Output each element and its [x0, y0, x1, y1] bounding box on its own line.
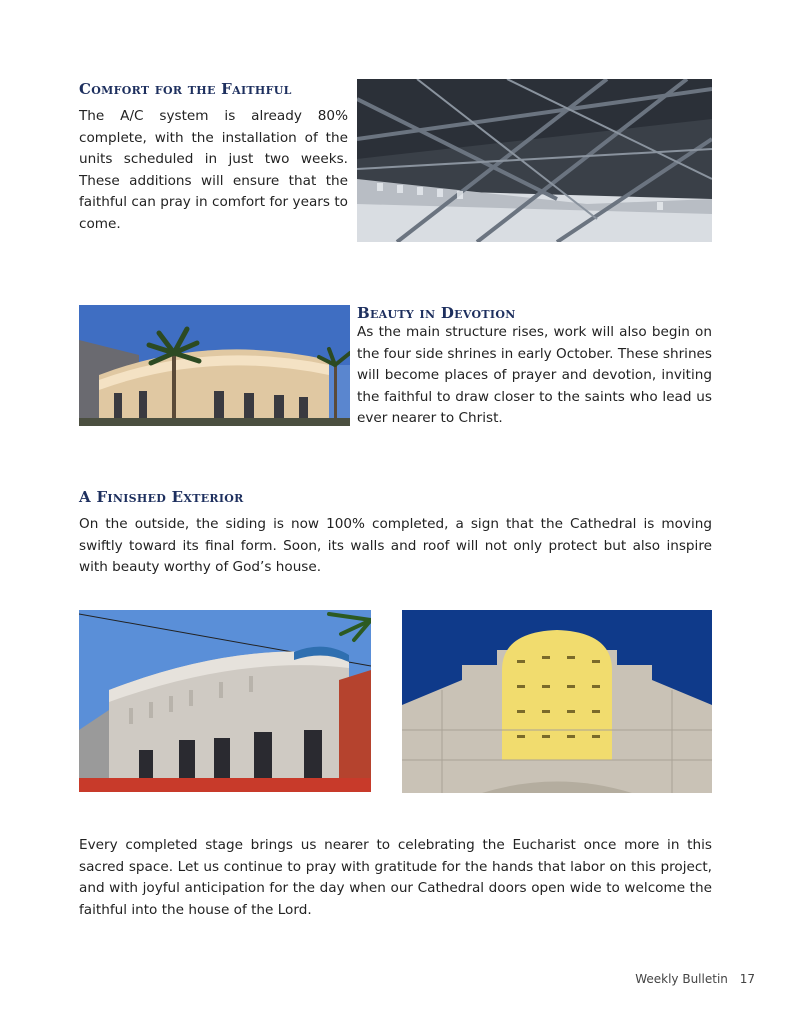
section-heading-exterior: A Finished Exterior [79, 488, 244, 506]
section-heading-comfort: Comfort for the Faithful [79, 80, 292, 98]
photo-cathedral-palms [79, 305, 350, 426]
section-text-exterior: On the outside, the siding is now 100% completed, a sign that the Cathedral is moving swiftly toward its final form. Soon, its walls and roof will not only protect but also inspire with beauty worthy of God’s house. [79, 516, 712, 575]
footer-label: Weekly Bulletin [635, 972, 728, 986]
section-text-comfort: The A/C system is already 80% complete, with the installation of the units scheduled in just two weeks. These additions will ensure that the faithful can pray in comfort for years to come. [79, 108, 348, 232]
section-heading-devotion: Beauty in Devotion [357, 304, 516, 322]
photo-facade-wrap [402, 610, 712, 793]
photo-exterior-siding [79, 610, 371, 792]
closing-paragraph: Every completed stage brings us nearer to celebrating the Eucharist once more in this sacred space. Let us continue to pray with gratitude for the hands that labor on this project, and with joyful anticipation for the day when our Cathedral doors open wide to welcome the faithful into the house of the Lord. [79, 837, 712, 918]
section-text-devotion: As the main structure rises, work will also begin on the four side shrines in early October. These shrines will become places of prayer and devotion, inviting the faithful to draw closer to the saints who lead us ever nearer to Christ. [357, 324, 712, 426]
photo-ceiling-ductwork [357, 79, 712, 242]
page-footer [635, 972, 755, 986]
page-number: 17 [739, 972, 755, 986]
